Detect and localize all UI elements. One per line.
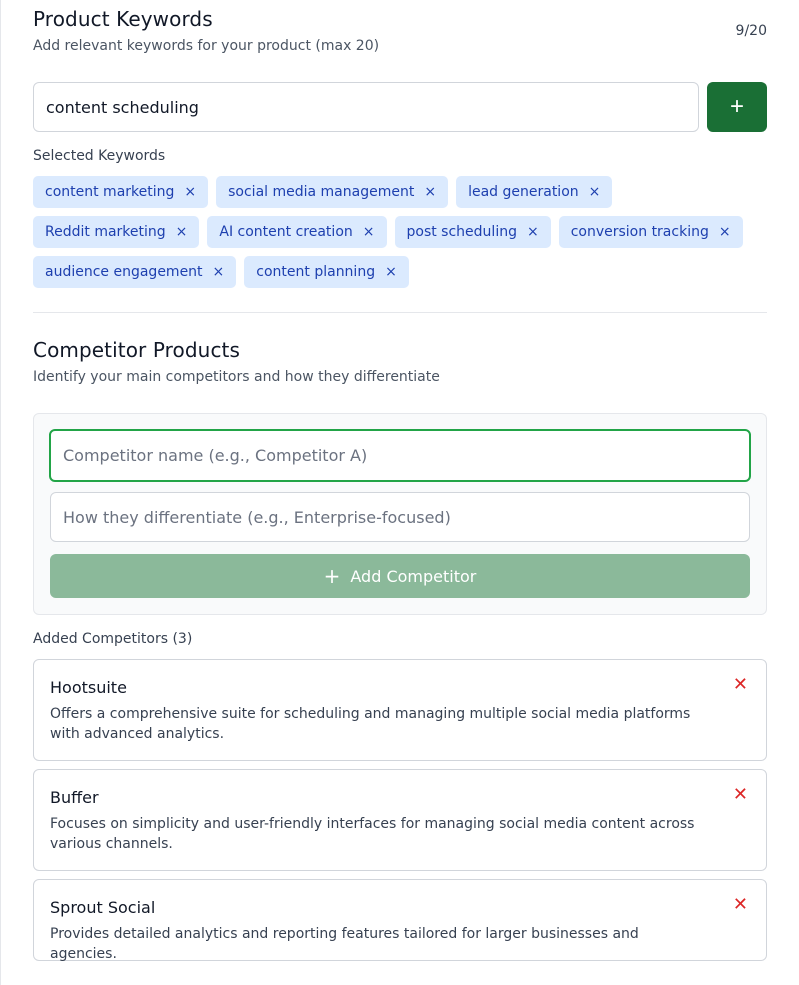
competitor-name-input[interactable]: [49, 429, 751, 482]
competitor-card: [33, 879, 767, 961]
section-divider: [33, 312, 767, 313]
competitor-description: Provides detailed analytics and reporting features tailored for larger businesses and agencies.: [50, 926, 639, 962]
competitor-differentiation-input[interactable]: [50, 492, 750, 542]
plus-icon: +: [323, 564, 341, 588]
competitor-name: Buffer: [50, 788, 99, 807]
keyword-chip: [216, 176, 448, 208]
competitor-name: Hootsuite: [50, 678, 127, 697]
keyword-chip: [456, 176, 612, 208]
keywords-title: Product Keywords: [33, 7, 213, 31]
remove-keyword-icon[interactable]: ×: [184, 184, 197, 200]
remove-keyword-icon[interactable]: ×: [385, 264, 397, 280]
keyword-chip-label: AI content creation: [219, 224, 353, 240]
remove-competitor-icon[interactable]: ✕: [732, 894, 748, 915]
competitor-description: Offers a comprehensive suite for scheduling and managing multiple social media platforms with advanced analytics.: [50, 706, 691, 742]
competitor-name: Sprout Social: [50, 898, 156, 917]
selected-keywords-label: Selected Keywords: [33, 148, 166, 164]
remove-keyword-icon[interactable]: ×: [424, 184, 437, 200]
keyword-chip-label: lead generation: [468, 184, 579, 200]
keyword-counter: 9/20: [735, 23, 767, 39]
keyword-chip-label: audience engagement: [45, 264, 203, 280]
keyword-chip: [559, 216, 743, 248]
remove-keyword-icon[interactable]: ×: [718, 224, 731, 240]
competitor-form: [33, 413, 767, 615]
added-competitors-label: Added Competitors (3): [33, 631, 193, 647]
keyword-chip-label: content planning: [256, 264, 376, 280]
competitor-card: [33, 659, 767, 761]
competitors-title: Competitor Products: [33, 338, 240, 362]
add-keyword-button[interactable]: [707, 82, 767, 132]
keyword-chip: [33, 216, 199, 248]
keyword-chip-label: social media management: [228, 184, 415, 200]
remove-keyword-icon[interactable]: ×: [588, 184, 601, 200]
keyword-chip: [33, 256, 236, 288]
remove-competitor-icon[interactable]: ✕: [732, 784, 748, 805]
remove-keyword-icon[interactable]: ×: [212, 264, 225, 280]
plus-icon: +: [729, 93, 744, 120]
remove-keyword-icon[interactable]: ×: [362, 224, 375, 240]
remove-keyword-icon[interactable]: ×: [526, 224, 539, 240]
keyword-chip: [33, 176, 208, 208]
left-border: [0, 0, 1, 985]
competitors-subtitle: Identify your main competitors and how they differentiate: [33, 369, 440, 385]
keyword-chip-list: [33, 176, 773, 288]
competitor-card: [33, 769, 767, 871]
competitor-description: Focuses on simplicity and user-friendly interfaces for managing social media content across various channels.: [50, 816, 695, 852]
add-competitor-button[interactable]: [50, 554, 750, 598]
keyword-input[interactable]: [33, 82, 699, 132]
keyword-chip-label: post scheduling: [406, 224, 517, 240]
keyword-chip: [395, 216, 551, 248]
keyword-chip-label: Reddit marketing: [45, 224, 166, 240]
keyword-chip: [244, 256, 409, 288]
remove-competitor-icon[interactable]: ✕: [732, 674, 748, 695]
keyword-chip-label: content marketing: [45, 184, 175, 200]
add-competitor-label: Add Competitor: [350, 566, 477, 586]
keyword-chip: [207, 216, 386, 248]
keywords-subtitle: Add relevant keywords for your product (max 20): [33, 38, 380, 54]
remove-keyword-icon[interactable]: ×: [175, 224, 188, 240]
keyword-chip-label: conversion tracking: [570, 224, 709, 240]
